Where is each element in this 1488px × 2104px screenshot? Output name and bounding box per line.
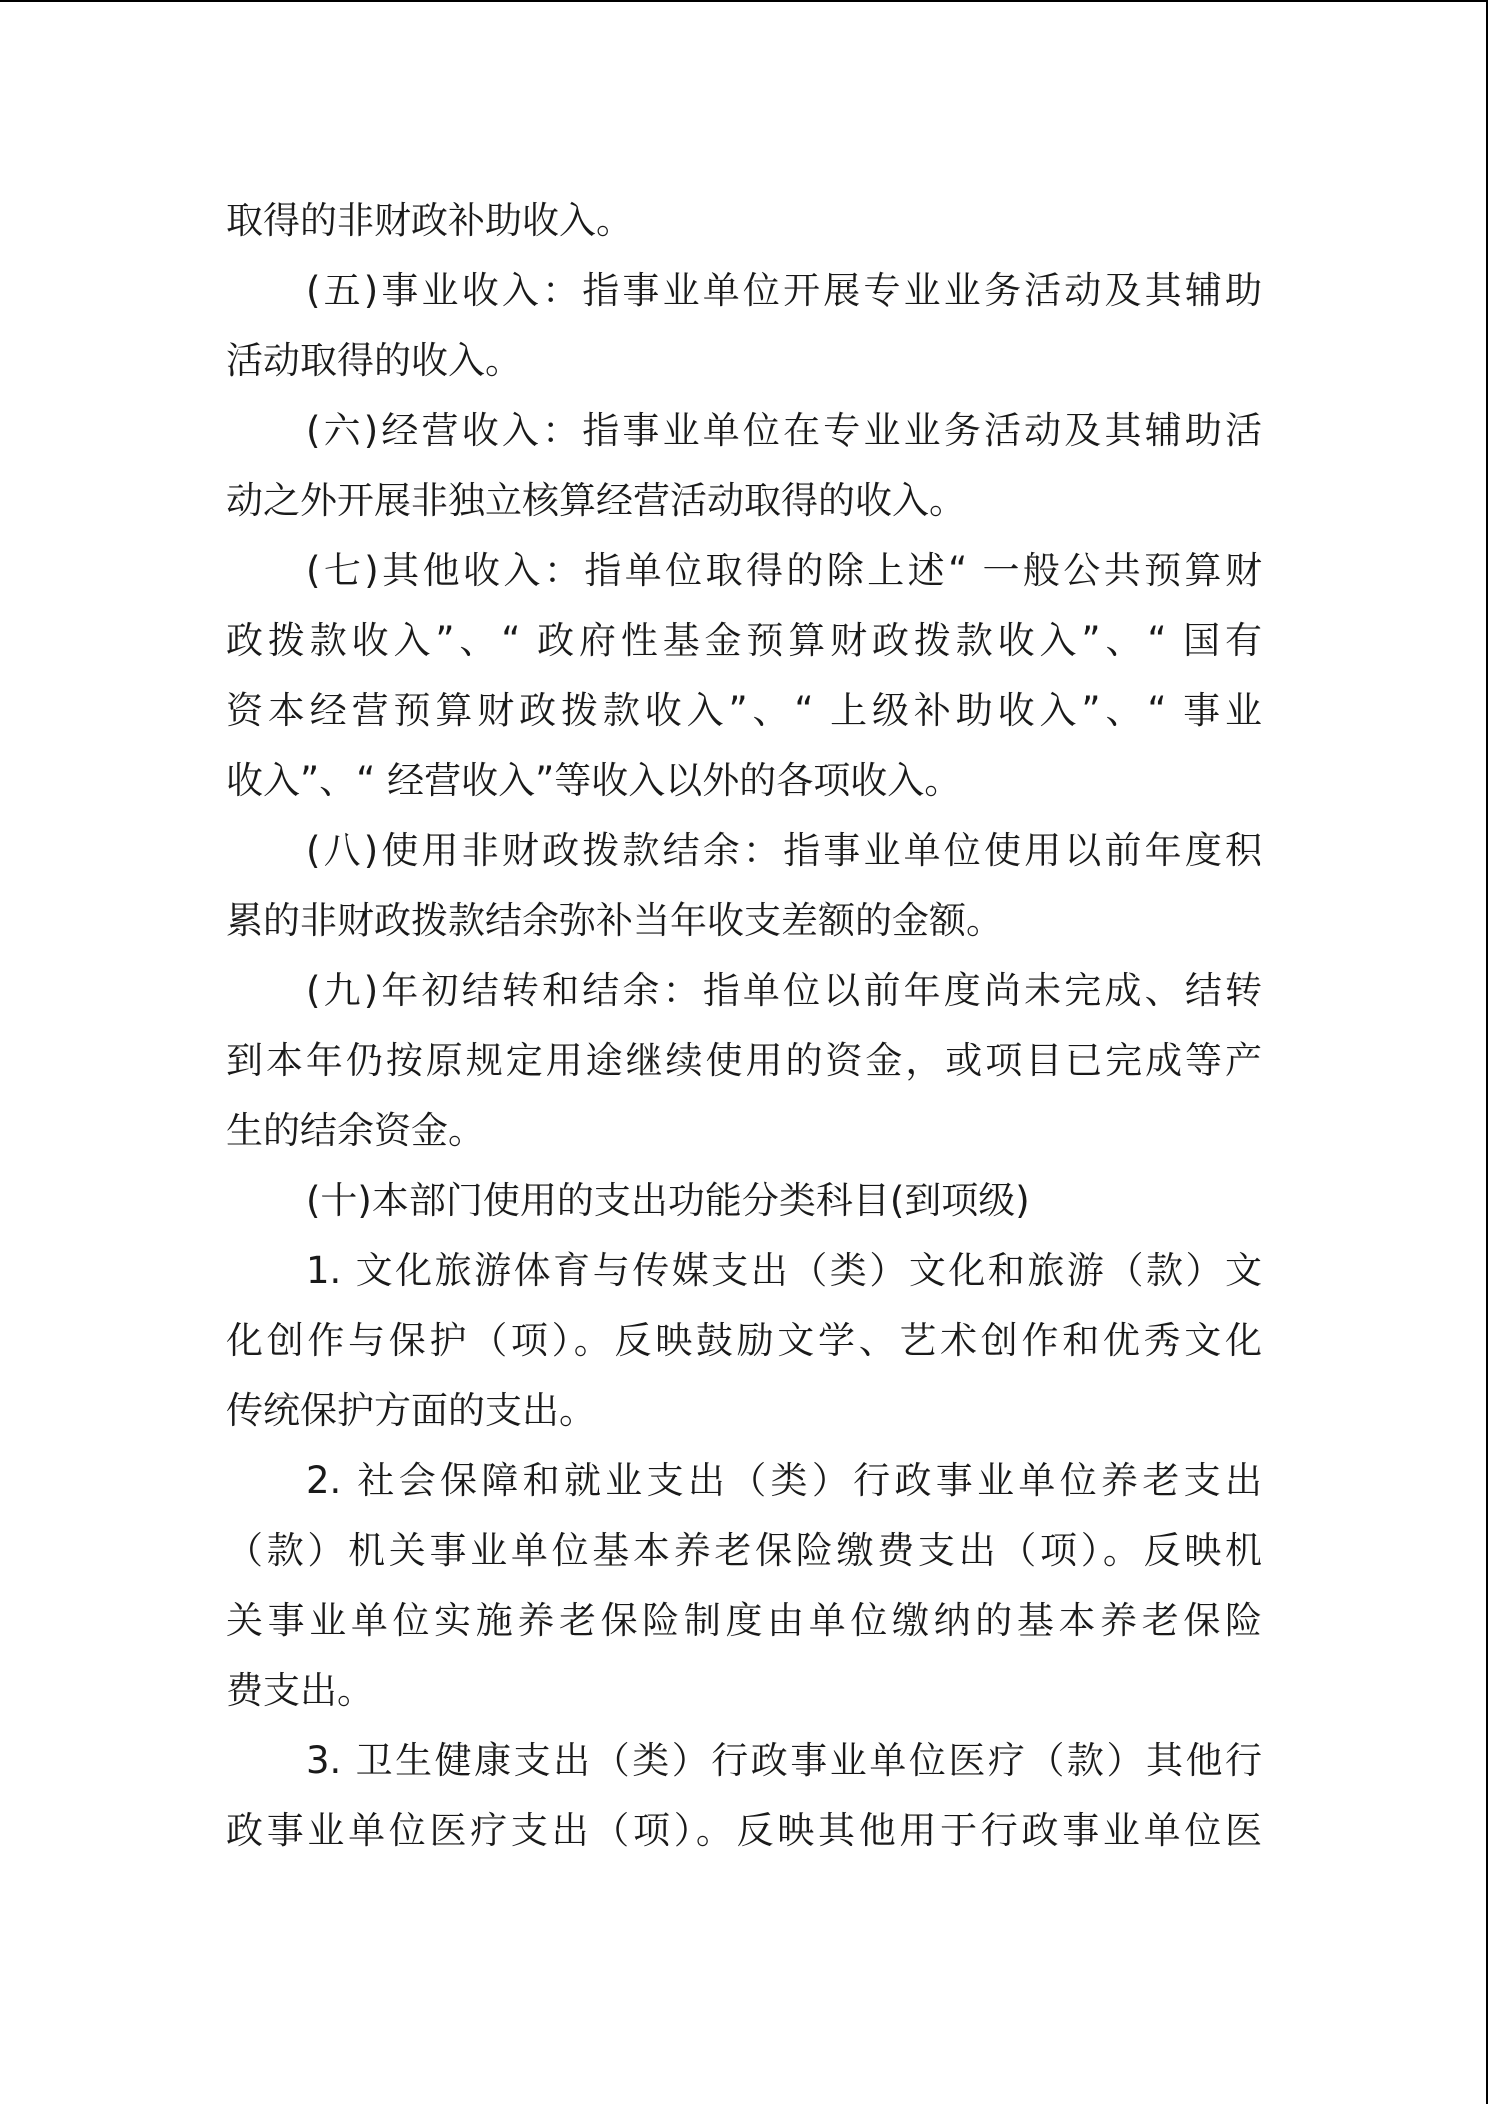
text-line: 2. 社会保障和就业支出（类）行政事业单位养老支出 (306, 1459, 1262, 1502)
text-line: 3. 卫生健康支出（类）行政事业单位医疗（款）其他行 (306, 1739, 1262, 1782)
text-line: (八)使用非财政拨款结余：指事业单位使用以前年度积 (306, 829, 1262, 872)
text-line: 累的非财政拨款结余弥补当年收支差额的金额。 (226, 899, 1003, 942)
text-line: 政事业单位医疗支出（项）。反映其他用于行政事业单位医 (226, 1809, 1262, 1852)
text-line: (七)其他收入：指单位取得的除上述“ 一般公共预算财 (306, 549, 1262, 592)
text-line: 资本经营预算财政拨款收入”、“ 上级补助收入”、“ 事业 (226, 689, 1262, 732)
text-line: 费支出。 (226, 1669, 374, 1712)
text-line: (五)事业收入：指事业单位开展专业业务活动及其辅助 (306, 269, 1262, 312)
document-body (226, 192, 1262, 1872)
text-line: 活动取得的收入。 (226, 339, 522, 382)
text-line: (十)本部门使用的支出功能分类科目(到项级) (306, 1179, 1030, 1222)
page-border-top (0, 0, 1488, 2)
text-line: 动之外开展非独立核算经营活动取得的收入。 (226, 479, 966, 522)
text-line: (六)经营收入：指事业单位在专业业务活动及其辅助活 (306, 409, 1262, 452)
text-line: （款）机关事业单位基本养老保险缴费支出（项）。反映机 (226, 1529, 1262, 1572)
text-line: 到本年仍按原规定用途继续使用的资金，或项目已完成等产 (226, 1039, 1262, 1082)
text-line: 政拨款收入”、“ 政府性基金预算财政拨款收入”、“ 国有 (226, 619, 1262, 662)
text-line: 传统保护方面的支出。 (226, 1389, 596, 1432)
text-line: 生的结余资金。 (226, 1109, 485, 1152)
text-line: 关事业单位实施养老保险制度由单位缴纳的基本养老保险 (226, 1599, 1262, 1642)
text-line: 1. 文化旅游体育与传媒支出（类）文化和旅游（款）文 (306, 1249, 1262, 1292)
text-line: 取得的非财政补助收入。 (226, 199, 633, 242)
text-line: (九)年初结转和结余：指单位以前年度尚未完成、结转 (306, 969, 1262, 1012)
text-line: 化创作与保护（项）。反映鼓励文学、艺术创作和优秀文化 (226, 1319, 1262, 1362)
text-line: 收入”、“ 经营收入”等收入以外的各项收入。 (226, 759, 962, 802)
